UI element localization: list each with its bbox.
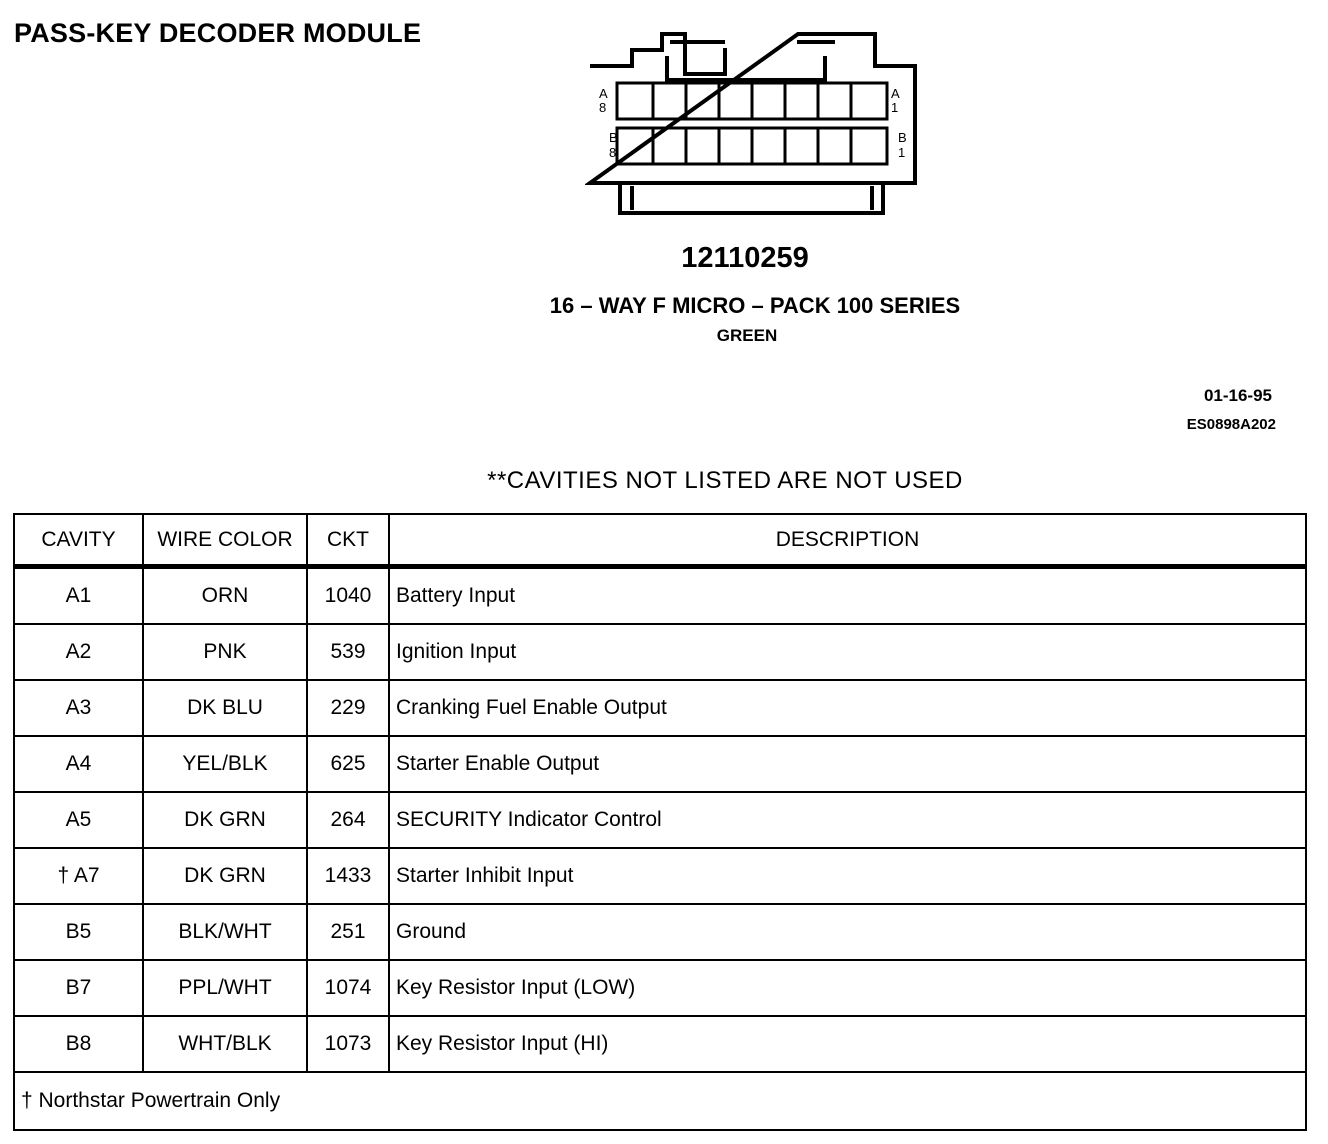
description-cell: Ground bbox=[389, 904, 1306, 960]
cavity-cell: A1 bbox=[14, 567, 143, 625]
table-footnote-row bbox=[14, 1072, 1306, 1130]
cavity-cell: B5 bbox=[14, 904, 143, 960]
ckt-cell: 1074 bbox=[307, 960, 389, 1016]
cavity-cell: B8 bbox=[14, 1016, 143, 1072]
ckt-cell: 264 bbox=[307, 792, 389, 848]
wire-color-cell: DK BLU bbox=[143, 680, 307, 736]
wire-color-cell: YEL/BLK bbox=[143, 736, 307, 792]
row-a-right-number: 1 bbox=[891, 100, 899, 115]
row-b-left-number: 8 bbox=[609, 145, 617, 160]
header-description: DESCRIPTION bbox=[389, 514, 1306, 567]
ckt-cell: 539 bbox=[307, 624, 389, 680]
header-wire-color: WIRE COLOR bbox=[143, 514, 307, 567]
description-cell: Starter Enable Output bbox=[389, 736, 1306, 792]
description-cell: SECURITY Indicator Control bbox=[389, 792, 1306, 848]
ckt-cell: 625 bbox=[307, 736, 389, 792]
table-row bbox=[14, 904, 1306, 960]
connector-series: 16 – WAY F MICRO – PACK 100 SERIES bbox=[549, 293, 961, 318]
connector-color: GREEN bbox=[716, 326, 778, 345]
wire-color-cell: WHT/BLK bbox=[143, 1016, 307, 1072]
description-cell: Ignition Input bbox=[389, 624, 1306, 680]
connector-housing bbox=[590, 34, 915, 213]
table-header-row bbox=[14, 514, 1306, 567]
table-row bbox=[14, 848, 1306, 904]
header-cavity: CAVITY bbox=[14, 514, 143, 567]
description-cell: Key Resistor Input (LOW) bbox=[389, 960, 1306, 1016]
ckt-cell: 1073 bbox=[307, 1016, 389, 1072]
cavity-cell: A3 bbox=[14, 680, 143, 736]
cavity-cell: A5 bbox=[14, 792, 143, 848]
row-a-right-letter: A bbox=[891, 86, 900, 101]
description-cell: Cranking Fuel Enable Output bbox=[389, 680, 1306, 736]
part-number: 12110259 bbox=[681, 242, 809, 274]
table-row bbox=[14, 792, 1306, 848]
wire-color-cell: DK GRN bbox=[143, 792, 307, 848]
cavity-cell: B7 bbox=[14, 960, 143, 1016]
row-b-right-letter: B bbox=[898, 130, 907, 145]
row-a-left-letter: A bbox=[599, 86, 608, 101]
table-row bbox=[14, 736, 1306, 792]
description-cell: Starter Inhibit Input bbox=[389, 848, 1306, 904]
wire-color-cell: PNK bbox=[143, 624, 307, 680]
table-row bbox=[14, 567, 1306, 625]
row-a-left-number: 8 bbox=[599, 100, 607, 115]
wire-color-cell: PPL/WHT bbox=[143, 960, 307, 1016]
table-row bbox=[14, 680, 1306, 736]
table-row bbox=[14, 624, 1306, 680]
description-cell: Battery Input bbox=[389, 567, 1306, 625]
table-row bbox=[14, 1016, 1306, 1072]
cavity-grid bbox=[617, 83, 887, 164]
reference-code: ES0898A202 bbox=[1186, 416, 1276, 433]
pinout-table bbox=[13, 513, 1307, 1131]
unused-cavities-note: **CAVITIES NOT LISTED ARE NOT USED bbox=[487, 467, 963, 494]
description-cell: Key Resistor Input (HI) bbox=[389, 1016, 1306, 1072]
page-title: PASS-KEY DECODER MODULE bbox=[14, 18, 422, 48]
cavity-cell: A4 bbox=[14, 736, 143, 792]
footnote: † Northstar Powertrain Only bbox=[14, 1072, 1306, 1130]
table-row bbox=[14, 960, 1306, 1016]
wire-color-cell: BLK/WHT bbox=[143, 904, 307, 960]
ckt-cell: 1433 bbox=[307, 848, 389, 904]
ckt-cell: 251 bbox=[307, 904, 389, 960]
date-label: 01-16-95 bbox=[1203, 386, 1272, 405]
wire-color-cell: ORN bbox=[143, 567, 307, 625]
cavity-cell: † A7 bbox=[14, 848, 143, 904]
connector-diagram bbox=[585, 28, 925, 218]
ckt-cell: 1040 bbox=[307, 567, 389, 625]
cavity-cell: A2 bbox=[14, 624, 143, 680]
header-ckt: CKT bbox=[307, 514, 389, 567]
row-b-left-letter: B bbox=[609, 130, 618, 145]
row-b-right-number: 1 bbox=[898, 145, 906, 160]
ckt-cell: 229 bbox=[307, 680, 389, 736]
wire-color-cell: DK GRN bbox=[143, 848, 307, 904]
